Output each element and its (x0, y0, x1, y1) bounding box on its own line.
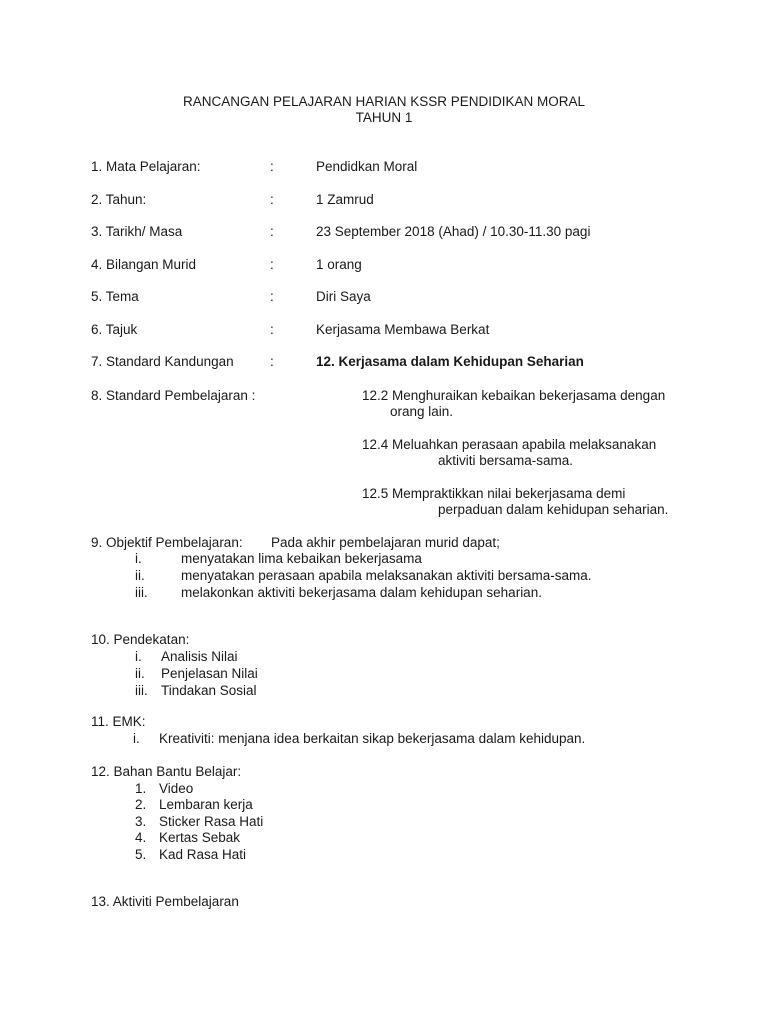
bbb-item-num: 3. (135, 814, 147, 829)
objektif-item-num: i. (135, 551, 142, 566)
field-value-bilangan-murid: 1 orang (316, 257, 362, 272)
field-separator: : (270, 224, 274, 239)
standard-pembelajaran-item-cont: perpaduan dalam kehidupan seharian. (438, 502, 669, 517)
bbb-item-num: 1. (135, 781, 147, 796)
bbb-item-num: 4. (135, 830, 147, 845)
field-label-mata-pelajaran: 1. Mata Pelajaran: (91, 159, 201, 174)
field-value-standard-kandungan: 12. Kerjasama dalam Kehidupan Seharian (316, 354, 584, 369)
field-value-tajuk: Kerjasama Membawa Berkat (316, 322, 490, 337)
field-separator: : (270, 322, 274, 337)
bbb-item-num: 5. (135, 847, 147, 862)
field-label-bilangan-murid: 4. Bilangan Murid (91, 257, 197, 272)
pendekatan-item: Penjelasan Nilai (161, 666, 258, 681)
objektif-item: melakonkan aktiviti bekerjasama dalam kehidupan seharian. (181, 585, 542, 600)
field-separator: : (270, 354, 274, 369)
field-value-tema: Diri Saya (316, 289, 371, 304)
objektif-intro: Pada akhir pembelajaran murid dapat; (271, 535, 500, 550)
document-title: RANCANGAN PELAJARAN HARIAN KSSR PENDIDIKAN MORAL (182, 94, 586, 109)
bbb-item: Kad Rasa Hati (159, 847, 247, 862)
emk-item: Kreativiti: menjana idea berkaitan sikap bekerjasama dalam kehidupan. (159, 731, 586, 746)
bbb-item-num: 2. (135, 797, 147, 812)
standard-pembelajaran-item-cont: aktiviti bersama-sama. (438, 453, 574, 468)
pendekatan-item: Analisis Nilai (161, 649, 238, 664)
objektif-item-num: ii. (135, 568, 145, 583)
objektif-item-num: iii. (135, 585, 148, 600)
standard-pembelajaran-item: 12.4 Meluahkan perasaan apabila melaksanakan (362, 437, 657, 452)
standard-pembelajaran-item: 12.5 Mempraktikkan nilai bekerjasama demi (362, 486, 626, 501)
field-separator: : (270, 192, 274, 207)
field-label-standard-kandungan: 7. Standard Kandungan (91, 354, 234, 369)
field-separator: : (270, 257, 274, 272)
bbb-item: Sticker Rasa Hati (159, 814, 264, 829)
objektif-item: menyatakan perasaan apabila melaksanakan aktiviti bersama-sama. (181, 568, 592, 583)
field-label-tajuk: 6. Tajuk (91, 322, 138, 337)
standard-pembelajaran-item: 12.2 Menghuraikan kebaikan bekerjasama dengan (362, 388, 666, 403)
field-label-tema: 5. Tema (91, 289, 139, 304)
pendekatan-label: 10. Pendekatan: (91, 632, 190, 647)
standard-pembelajaran-item-cont: orang lain. (390, 404, 454, 419)
objektif-label: 9. Objektif Pembelajaran: (91, 535, 243, 550)
field-value-mata-pelajaran: Pendidkan Moral (316, 159, 418, 174)
document-subtitle: TAHUN 1 (355, 110, 413, 125)
pendekatan-item-num: ii. (135, 666, 145, 681)
pendekatan-item-num: iii. (135, 683, 148, 698)
bbb-item: Kertas Sebak (159, 830, 241, 845)
pendekatan-item-num: i. (135, 649, 142, 664)
field-label-tarikh: 3. Tarikh/ Masa (91, 224, 183, 239)
field-label-tahun: 2. Tahun: (91, 192, 147, 207)
bbb-item: Video (159, 781, 194, 796)
field-separator: : (270, 159, 274, 174)
pendekatan-item: Tindakan Sosial (161, 683, 257, 698)
objektif-item: menyatakan lima kebaikan bekerjasama (181, 551, 422, 566)
bbb-item: Lembaran kerja (159, 797, 253, 812)
field-label-standard-pembelajaran: 8. Standard Pembelajaran : (91, 388, 256, 403)
bbb-label: 12. Bahan Bantu Belajar: (91, 764, 242, 779)
field-value-tahun: 1 Zamrud (316, 192, 374, 207)
emk-label: 11. EMK: (91, 714, 146, 729)
aktiviti-label: 13. Aktiviti Pembelajaran (91, 894, 239, 909)
field-separator: : (270, 289, 274, 304)
field-value-tarikh: 23 September 2018 (Ahad) / 10.30-11.30 pagi (316, 224, 591, 239)
emk-item-num: i. (133, 731, 140, 746)
